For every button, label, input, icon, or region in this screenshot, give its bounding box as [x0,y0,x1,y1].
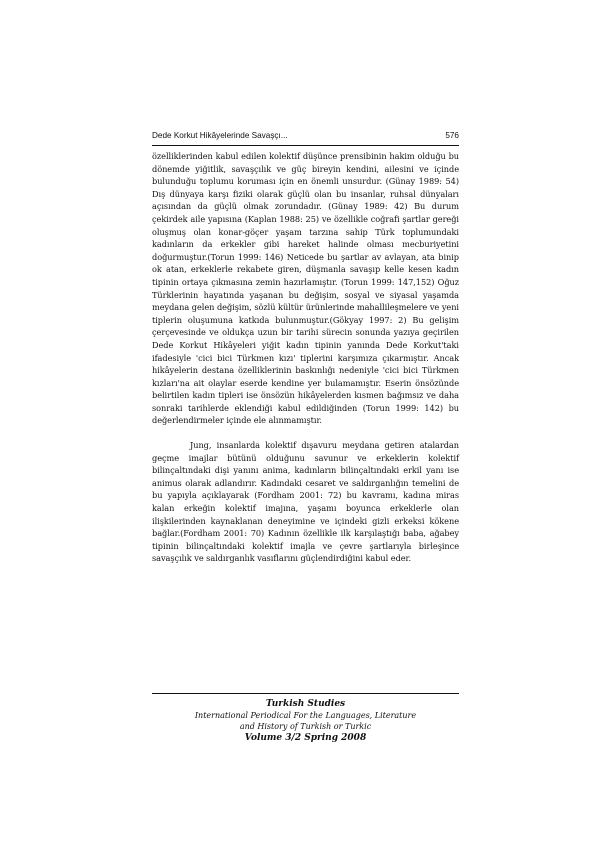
journal-subtitle-line-1: International Periodical For the Languages, Literature [194,711,417,720]
journal-name: Turkish Studies [265,699,346,709]
footer-divider [152,693,459,694]
running-title: Dede Korkut Hikâyelerinde Savaşçı... [152,131,288,140]
body-paragraph: özelliklerinden kabul edilen kolektif düşünce prensibinin hakim olduğu bu dönemde yiğitlik, savaşçılık ve güç bireyin kendini, ailesini ve içinde bulunduğu toplumu koruması için en önemli unsurdur. (Günay 1989: 54) Dış dünyaya karşı fiziki olarak güçlü olan bu insanlar, ruhsal dünyaları açısından da güçlü olmak zorundadır. (Günay 1989: 42) Bu durum çekirdek aile yapısına (Kaplan 1988: 25) ve özellikle coğrafi şartlar gereği oluşmuş olan konar-göçer yaşam tarzına sahip Türk toplumundaki kadınların da erkekler gibi hareket halinde olması mecburiyetini doğurmuştur.(Torun 1999: 146) Neticede bu şartlar av avlayan, ata binip ok atan, erkeklerle rekabete giren, düşmanla savaşıp kelle kesen kadın tipinin ortaya çıkmasına zemin hazırlamıştır. (Torun 1999: 147,152) Oğuz Türklerinin hayatında yaşanan bu değişim, sosyal ve siyasal yaşamda meydana gelen değişim, sözlü kültür ürünlerinde mahallileşmelere ve yeni tiplerin oluşumuna katkıda bulunmuştur.(Gökyay 1997: 2) Bu gelişim çerçevesinde ve oldukça uzun bir tarihi sürecin sonunda yazıya geçirilen Dede Korkut Hikâyeleri yiğit kadın tipinin yanında Dede Korkut'taki ifadesiyle 'cici bici Türkmen kızı' tiplerini karşımıza çıkarmıştır. Ancak hikâyelerin destana özelliklerinin baskınlığı nedeniyle 'cici bici Türkmen kızları'na ait olaylar eserde kendine yer bulamamıştır. Eserin önsözünde belirtilen kadın tipleri ise önsözün hikâyelerden kısmen bağımsız ve daha sonraki tarihlerde eklendiği kabul edildiğinden (Torun 1999: 142) bu değerlendirmeler içinde ele alınmamıştır. [152,151,459,426]
journal-volume: Volume 3/2 Spring 2008 [244,733,367,743]
running-header [152,128,459,144]
page-number: 576 [445,131,459,140]
header-divider [152,145,459,146]
journal-footer [152,698,459,744]
article-body [152,150,459,565]
journal-subtitle-line-2: and History of Turkish or Turkic [239,722,372,731]
body-paragraph: Jung, insanlarda kolektif dışavuru meydana getiren atalardan geçme imajlar bütünü olduğunu savunur ve erkeklerin kolektif bilinçaltındaki dişi yanını anima, kadınların bilinçaltındaki erkil yanı ise animus olarak adlandırır. Kadındaki cesaret ve saldırganlığın temelini de bu yapıyla açıklayarak (Fordham 2001: 72) bu kavramı, kadına miras kalan erkeğin kolektif imajına, yaşamı boyunca erkeklerle olan ilişkilerinden kaynaklanan deneyimine ve içindeki gizli erkeksi kökene bağlar.(Fordham 2001: 70) Kadının özellikle ilk karşılaştığı baba, ağabey tipinin bilinçaltındaki kolektif imajla ve çevre şartlarıyla birleşince savaşçılık ve saldırganlık vasıflarını güçlendirdiğini kabul eder. [152,440,459,564]
